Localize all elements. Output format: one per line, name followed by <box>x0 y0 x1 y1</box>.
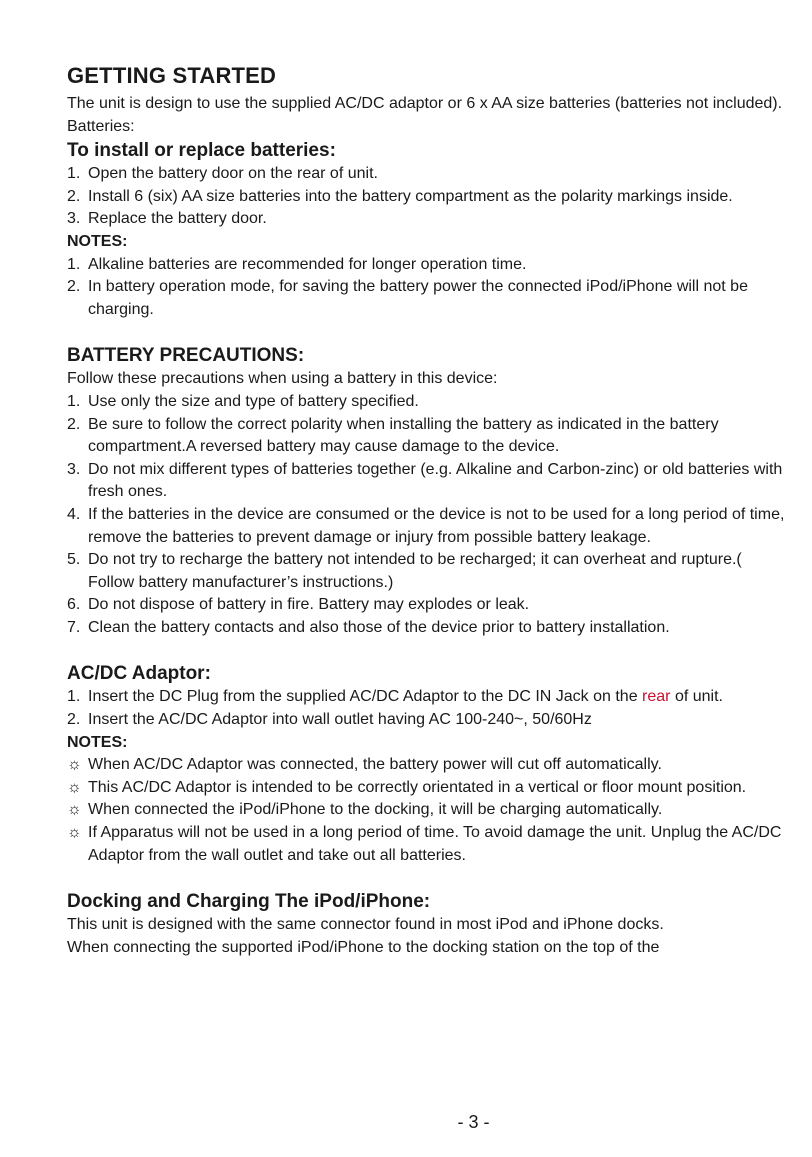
item-number: 2. <box>67 415 81 433</box>
list-item <box>67 822 789 867</box>
step-text-part: of unit. <box>670 688 723 706</box>
notes-label: NOTES: <box>67 232 128 250</box>
note-text: If Apparatus will not be used in a long period of time. To avoid damage the unit. Unplug the AC/DC Adaptor from the wall outlet and take out all batteries. <box>88 824 782 864</box>
list-item <box>67 414 789 459</box>
note-text: Alkaline batteries are recommended for longer operation time. <box>88 255 527 273</box>
item-text: If the batteries in the device are consumed or the device is not to be used for a long period of time, remove the batteries to prevent damage or injury from possible battery leakage. <box>88 505 785 546</box>
sun-bullet-icon: ☼ <box>67 824 82 842</box>
list-item <box>67 754 789 777</box>
notes-list <box>67 254 789 322</box>
step-number: 2. <box>67 187 81 205</box>
list-item <box>67 186 789 209</box>
step-text: Replace the battery door. <box>88 210 267 228</box>
notes-label: NOTES: <box>67 733 128 751</box>
note-number: 2. <box>67 278 81 296</box>
list-item <box>67 777 789 800</box>
list-item <box>67 208 789 231</box>
docking-title: Docking and Charging The iPod/iPhone: <box>67 891 431 913</box>
item-number: 4. <box>67 505 81 523</box>
item-text: Do not try to recharge the battery not intended to be recharged; it can overheat and rupture.( Follow battery manufacturer’s instructions.) <box>88 551 742 591</box>
install-steps-list <box>67 163 789 231</box>
page-number: - 3 - <box>457 1112 490 1132</box>
docking-line-2: When connecting the supported iPod/iPhone to the docking station on the top of the <box>67 938 660 956</box>
list-item <box>67 709 789 732</box>
note-text: In battery operation mode, for saving the battery power the connected iPod/iPhone will not be charging. <box>88 278 748 318</box>
step-number: 1. <box>67 165 81 183</box>
item-number: 6. <box>67 596 81 614</box>
docking-section <box>67 889 789 959</box>
acdc-adaptor-section <box>67 661 789 867</box>
getting-started-title: GETTING STARTED <box>67 63 277 88</box>
item-number: 7. <box>67 618 81 636</box>
item-text: Use only the size and type of battery specified. <box>88 392 419 410</box>
getting-started-section <box>67 62 789 321</box>
step-number: 3. <box>67 210 81 228</box>
item-number: 3. <box>67 460 81 478</box>
item-text: Clean the battery contacts and also those of the device prior to battery installation. <box>88 618 670 636</box>
list-item <box>67 504 789 549</box>
acdc-adaptor-title: AC/DC Adaptor: <box>67 663 211 685</box>
battery-precautions-intro: Follow these precautions when using a battery in this device: <box>67 370 498 388</box>
sun-bullet-icon: ☼ <box>67 801 82 819</box>
list-item <box>67 391 789 414</box>
list-item <box>67 459 789 504</box>
step-text: Insert the AC/DC Adaptor into wall outlet having AC 100-240~, 50/60Hz <box>88 711 592 729</box>
list-item <box>67 799 789 822</box>
battery-precautions-title: BATTERY PRECAUTIONS: <box>67 345 305 367</box>
list-item <box>67 617 789 640</box>
step-number: 2. <box>67 711 81 729</box>
step-number: 1. <box>67 688 81 706</box>
precautions-list <box>67 391 789 640</box>
step-text-part: Insert the DC Plug from the supplied AC/DC Adaptor to the DC IN Jack on the <box>88 688 643 706</box>
acdc-notes-list <box>67 754 789 867</box>
sun-bullet-icon: ☼ <box>67 756 82 774</box>
item-text: Do not dispose of battery in fire. Battery may explodes or leak. <box>88 596 530 614</box>
item-number: 5. <box>67 551 81 569</box>
list-item <box>67 594 789 617</box>
sun-bullet-icon: ☼ <box>67 778 82 796</box>
getting-started-intro: The unit is design to use the supplied AC/DC adaptor or 6 x AA size batteries (batteries not included). <box>67 95 783 112</box>
note-number: 1. <box>67 255 81 273</box>
note-text: This AC/DC Adaptor is intended to be correctly orientated in a vertical or floor mount position. <box>88 778 747 796</box>
item-number: 1. <box>67 392 81 410</box>
step-text: Install 6 (six) AA size batteries into the battery compartment as the polarity markings inside. <box>88 187 733 205</box>
item-text: Do not mix different types of batteries together (e.g. Alkaline and Carbon-zinc) or old batteries with fresh ones. <box>88 460 783 501</box>
page-footer <box>0 1112 812 1133</box>
manual-page <box>67 62 789 959</box>
batteries-label: Batteries: <box>67 117 135 135</box>
note-text: When AC/DC Adaptor was connected, the battery power will cut off automatically. <box>88 756 662 774</box>
battery-precautions-section <box>67 343 789 639</box>
list-item <box>67 549 789 594</box>
install-batteries-title: To install or replace batteries: <box>67 140 336 162</box>
list-item <box>67 254 789 277</box>
acdc-steps-list <box>67 686 789 731</box>
rear-highlight: rear <box>642 688 671 706</box>
note-text: When connected the iPod/iPhone to the docking, it will be charging automatically. <box>88 801 663 819</box>
step-text: Open the battery door on the rear of unit. <box>88 165 378 183</box>
list-item <box>67 276 789 321</box>
docking-line-1: This unit is designed with the same connector found in most iPod and iPhone docks. <box>67 916 664 934</box>
list-item <box>67 686 789 709</box>
item-text: Be sure to follow the correct polarity when installing the battery as indicated in the battery compartment.A reversed battery may cause damage to the device. <box>88 415 719 456</box>
list-item <box>67 163 789 186</box>
